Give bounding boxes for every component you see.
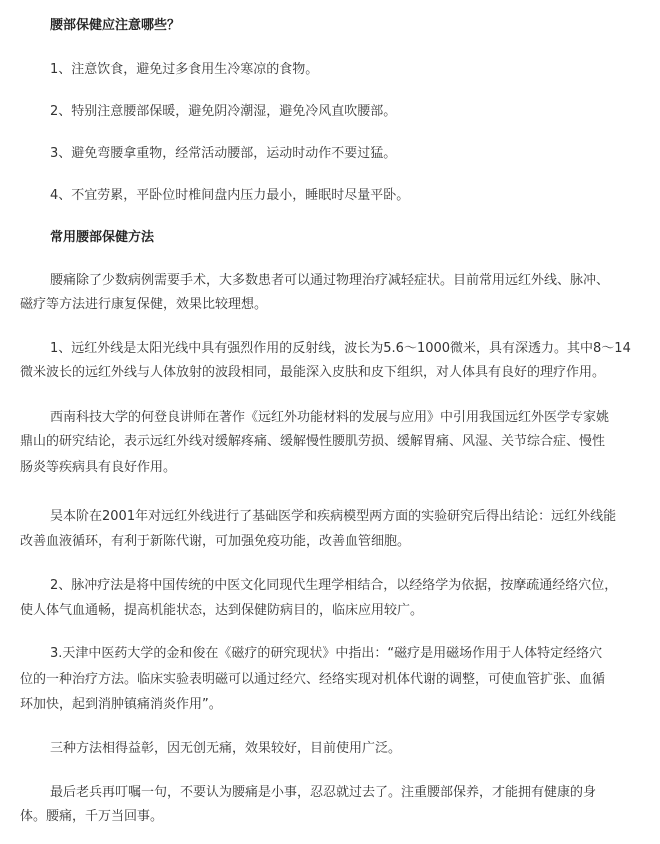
paragraph-line: 改善血液循环，有利于新陈代谢，可加强免疫功能，改善血管细胞。	[20, 534, 411, 549]
paragraph-line: 2、脉冲疗法是将中国传统的中医文化同现代生理学相结合，以经络学为依据，按摩疏通经络穴位，	[50, 578, 618, 593]
care-item-3: 3、避免弯腰拿重物，经常活动腰部，运动时动作不要过猛。	[50, 146, 397, 161]
paragraph-line: 环加快，起到消肿镇痛消炎作用”。	[20, 697, 222, 712]
paragraph-line: 磁疗等方法进行康复保健，效果比较理想。	[20, 297, 268, 312]
paragraph-line: 鼎山的研究结论，表示远红外线对缓解疼痛、缓解慢性腰肌劳损、缓解胃痛、风湿、关节综合症、慢性	[20, 434, 606, 449]
paragraph-line: 吴本阶在2001年对远红外线进行了基础医学和疾病模型两方面的实验研究后得出结论：远红外线能	[50, 509, 617, 524]
paragraph-line: 腰痛除了少数病例需要手术，大多数患者可以通过物理治疗减轻症状。目前常用远红外线、脉冲、	[50, 273, 610, 288]
care-item-1: 1、注意饮食，避免过多食用生冷寒凉的食物。	[50, 62, 319, 77]
paragraph-line: 肠炎等疾病具有良好作用。	[20, 460, 177, 475]
heading-common-methods: 常用腰部保健方法	[50, 230, 155, 245]
paragraph-line: 体。腰痛，千万当回事。	[20, 809, 164, 824]
paragraph-line: 西南科技大学的何登良讲师在著作《远红外功能材料的发展与应用》中引用我国远红外医学专家姚	[50, 410, 610, 425]
care-item-4: 4、不宜劳累，平卧位时椎间盘内压力最小，睡眠时尽量平卧。	[50, 188, 410, 203]
care-item-2: 2、特别注意腰部保暖，避免阴冷潮湿，避免冷风直吹腰部。	[50, 104, 397, 119]
heading-waist-care-notes: 腰部保健应注意哪些？	[50, 18, 181, 33]
paragraph-line: 三种方法相得益彰，因无创无痛，效果较好，目前使用广泛。	[50, 741, 402, 756]
paragraph-line: 最后老兵再叮嘱一句，不要认为腰痛是小事，忍忍就过去了。注重腰部保养，才能拥有健康的身	[50, 785, 597, 800]
paragraph-line: 位的一种治疗方法。临床实验表明磁可以通过经穴、经络实现对机体代谢的调整，可使血管扩张、血循	[20, 672, 606, 687]
paragraph-line: 1、远红外线是太阳光线中具有强烈作用的反射线，波长为5.6～1000微米，具有深透力。其中8～14	[50, 341, 631, 356]
paragraph-line: 微米波长的远红外线与人体放射的波段相同，最能深入皮肤和皮下组织，对人体具有良好的理疗作用。	[20, 365, 606, 380]
paragraph-line: 3.天津中医药大学的金和俊在《磁疗的研究现状》中指出：“磁疗是用磁场作用于人体特定经络穴	[50, 646, 603, 661]
paragraph-line: 使人体气血通畅，提高机能状态，达到保健防病目的，临床应用较广。	[20, 603, 424, 618]
